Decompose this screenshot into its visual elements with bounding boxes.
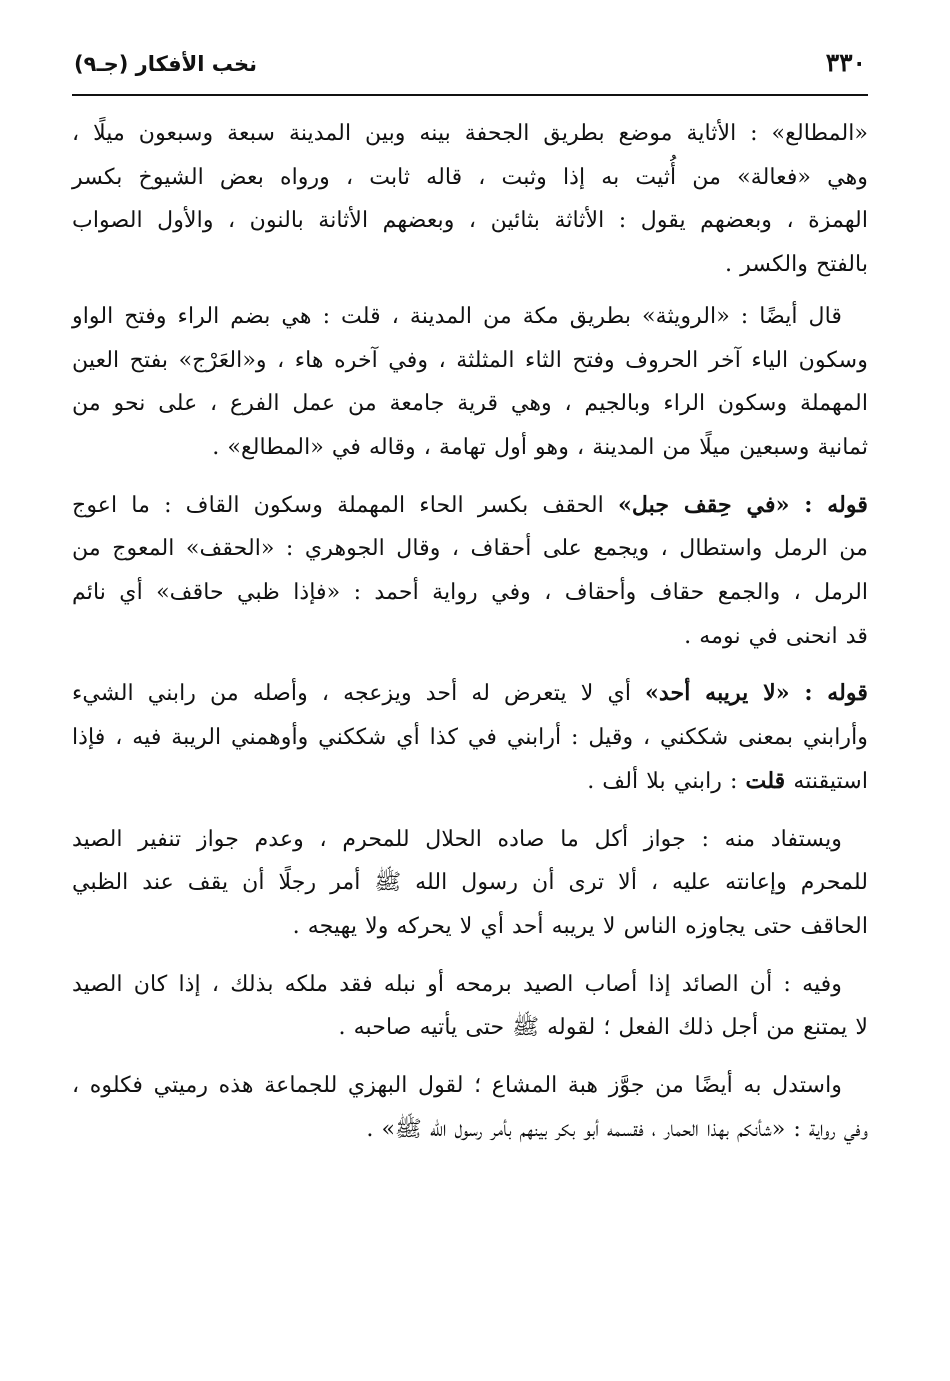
text-line: الرمل ، والجمع حقاف وأحقاف ، وفي رواية أحمد : «فإذا ظبي حاقف» أي نائم — [72, 579, 868, 606]
text-line — [72, 484, 868, 528]
text-line-content: : رابني بلا ألف . — [587, 767, 746, 794]
text-line-content: استيقنته — [785, 767, 868, 794]
paragraph-istadalla — [72, 1064, 868, 1151]
text-line-content: وفيه : أن الصائد إذا أصاب الصيد برمحه أو نبله فقد ملكه بذلك ، إذا كان الصيد — [72, 970, 842, 997]
text-line: وهي «فعالة» من أُثيت به إذا وثبت ، قاله ثابت ، ورواه بعض الشيوخ بكسر — [72, 163, 868, 190]
paragraph-matali-athaya — [72, 112, 868, 287]
text-line — [72, 963, 868, 1007]
text-line: وسكون الياء آخر الحروف وفتح الثاء المثلثة ، وفي آخره هاء ، و«العَرْج» بفتح العين — [72, 346, 868, 373]
paragraph-wa-fihi — [72, 963, 868, 1050]
lemma-quote: «في حِقف جبل» — [617, 491, 790, 518]
text-line: ثمانية وسبعين ميلًا من المدينة ، وهو أول تهامة ، وقاله في «المطالع» . — [212, 433, 868, 460]
text-line — [72, 672, 868, 716]
text-line — [72, 760, 868, 804]
text-line — [72, 818, 868, 862]
text-line: قد انحنى في نومه . — [684, 622, 868, 649]
text-line: من الرمل واستطال ، ويجمع على أحقاف ، وقال الجوهري : «الحقف» المعوج من — [72, 535, 868, 562]
paragraph-ruwaytha — [72, 295, 868, 470]
text-line: للمحرم وإعانته عليه ، ألا ترى أن رسول الله ﷺ أمر رجلًا أن يقف عند الظبي — [72, 869, 868, 896]
text-line-content: واستدل به أيضًا من جوَّز هبة المشاع ؛ لقول البهزي للجماعة هذه رميتي فكلوه ، — [72, 1072, 842, 1099]
lemma-key: قوله : — [789, 491, 868, 518]
lemma-quote: «لا يريبه أحد» — [645, 680, 790, 707]
lemma-key: قوله : — [789, 680, 868, 707]
text-line-content: ويستفاد منه : جواز أكل ما صاده الحلال للمحرم ، وعدم جواز تنفير الصيد — [72, 825, 842, 852]
body-text — [72, 112, 868, 1151]
text-line: الحاقف حتى يجاوزه الناس لا يريبه أحد أي لا يحركه ولا يهيجه . — [292, 912, 868, 939]
text-line — [72, 1064, 868, 1108]
text-line-content: الحقف بكسر الحاء المهملة وسكون القاف : ما اعوج — [72, 491, 618, 518]
running-head — [72, 48, 868, 96]
text-line: «المطالع» : الأثاية موضع بطريق الجحفة بينه وبين المدينة سبعة وسبعون ميلًا ، — [72, 120, 868, 146]
paragraph-la-yaribuhu — [72, 672, 868, 803]
inline-bold-term: قلت — [745, 767, 786, 794]
text-line — [72, 295, 868, 339]
text-line-content: قال أيضًا : «الرويثة» بطريق مكة من المدينة ، قلت : هي بضم الراء وفتح الواو — [72, 302, 842, 329]
page-number: ٣٣٠ — [825, 48, 866, 77]
text-line: وأرابني بمعنى شككني ، وقيل : أرابني في كذا أي شككني وأوهمني الريبة فيه ، فإذا — [72, 724, 868, 751]
text-line-content: أي لا يتعرض له أحد ويزعجه ، وأصله من رابني الشيء — [72, 680, 646, 707]
text-line: لا يمتنع من أجل ذلك الفعل ؛ لقوله ﷺ حتى يأتيه صاحبه . — [338, 1014, 868, 1041]
book-title: نخب الأفكار (جـ٩) — [74, 52, 257, 76]
paragraph-yustafad — [72, 818, 868, 949]
text-line: الهمزة ، وبعضهم يقول : الأثاثة بثائين ، وبعضهم الأثانة بالنون ، والأول الصواب — [72, 207, 868, 234]
paragraph-hiqf-jabal — [72, 484, 868, 659]
text-line: بالفتح والكسر . — [724, 251, 868, 278]
text-line: المهملة وسكون الراء وبالجيم ، وهي قرية جامعة من عمل الفرع ، على نحو من — [72, 390, 868, 417]
book-page — [72, 48, 868, 1165]
text-line: وفي رواية : «شأنكم بهذا الحمار ، فقسمه أبو بكر بينهم بأمر رسول الله ﷺ» . — [366, 1115, 868, 1142]
